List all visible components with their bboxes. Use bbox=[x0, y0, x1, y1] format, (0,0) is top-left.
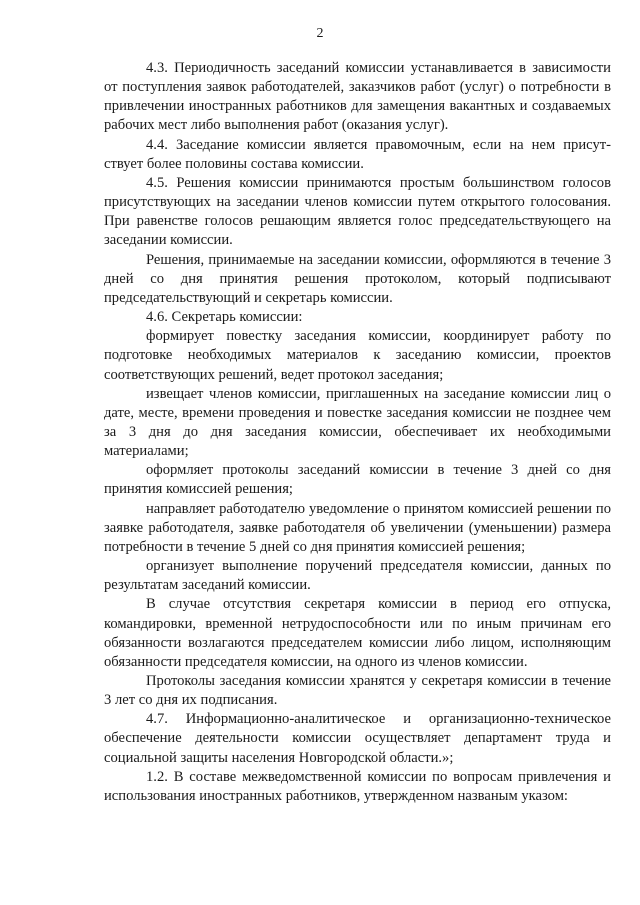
paragraph-secretary-duty-notify: извещает членов комиссии, приглашенных на заседание комиссии лиц о дате, месте, времени проведения и повестке заседания комиссии не позднее чем за 3 дня до дня заседания комиссии, обеспечивает их необходимыми материалами; bbox=[104, 385, 611, 460]
paragraph-4-5: 4.5. Решения комиссии принимаются простым большинством голосов присутствующих на заседании членов комиссии путем открытого голосования. При равенстве голосов решающим является голос председательствующего на заседании комиссии. bbox=[104, 174, 611, 249]
paragraph-secretary-duty-notice: направляет работодателю уведомление о принятом комиссией решении по заявке работодателя, заявке работодателя об увеличении (уменьшении) размера потребности в течение 5 дней со дня принятия комиссией решения; bbox=[104, 500, 611, 555]
paragraph-secretary-absence: В случае отсутствия секретаря комиссии в период его отпуска, командировки, временной нетрудоспособности или по иным причинам его обязанности возлагаются председателем комиссии либо лицом, исполняющим обязанности председателя комиссии, на одного из членов комиссии. bbox=[104, 596, 611, 670]
paragraph-1-2: 1.2. В составе межведомственной комиссии по вопросам привлечения и использования иностранных работников, утвержденном названым указом: bbox=[104, 768, 611, 804]
paragraph-4-6: 4.6. Секретарь комиссии: bbox=[146, 309, 303, 326]
document-body bbox=[104, 59, 611, 806]
paragraph-4-7: 4.7. Информационно-аналитическое и организационно-техническое обеспечение деятельности комиссии осуществляет департамент труда и социальной защиты населения Новгородской области.»; bbox=[104, 711, 611, 766]
paragraph-protocol-storage: Протоколы заседания комиссии хранятся у секретаря комиссии в течение 3 лет со дня их подписания. bbox=[104, 673, 611, 709]
paragraph-4-4: 4.4. Заседание комиссии является правомочным, если на нем присут-ствует более половины состава комиссии. bbox=[104, 136, 611, 172]
paragraph-4-3: 4.3. Периодичность заседаний комиссии устанавливается в зависимости от поступления заявок работодателей, заказчиков работ (услуг) о потребности в привлечении иностранных работников для замещения вакантных и создаваемых рабочих мест либо выполнения работ (оказания услуг). bbox=[104, 60, 611, 134]
paragraph-decisions: Решения, принимаемые на заседании комиссии, оформляются в течение 3 дней со дня принятия решения протоколом, который подписывают председательствующий и секретарь комиссии. bbox=[104, 251, 611, 306]
paragraph-secretary-duty-orders: организует выполнение поручений председателя комиссии, данных по результатам заседаний комиссии. bbox=[104, 558, 611, 594]
paragraph-secretary-duty-agenda: формирует повестку заседания комиссии, координирует работу по подготовке необходимых материалов к заседанию комиссии, проектов соответствующих решений, ведет протокол заседания; bbox=[104, 328, 611, 383]
page-number: 2 bbox=[316, 26, 324, 41]
paragraph-secretary-duty-protocols: оформляет протоколы заседаний комиссии в течение 3 дней со дня принятия комиссией решения; bbox=[104, 462, 611, 498]
